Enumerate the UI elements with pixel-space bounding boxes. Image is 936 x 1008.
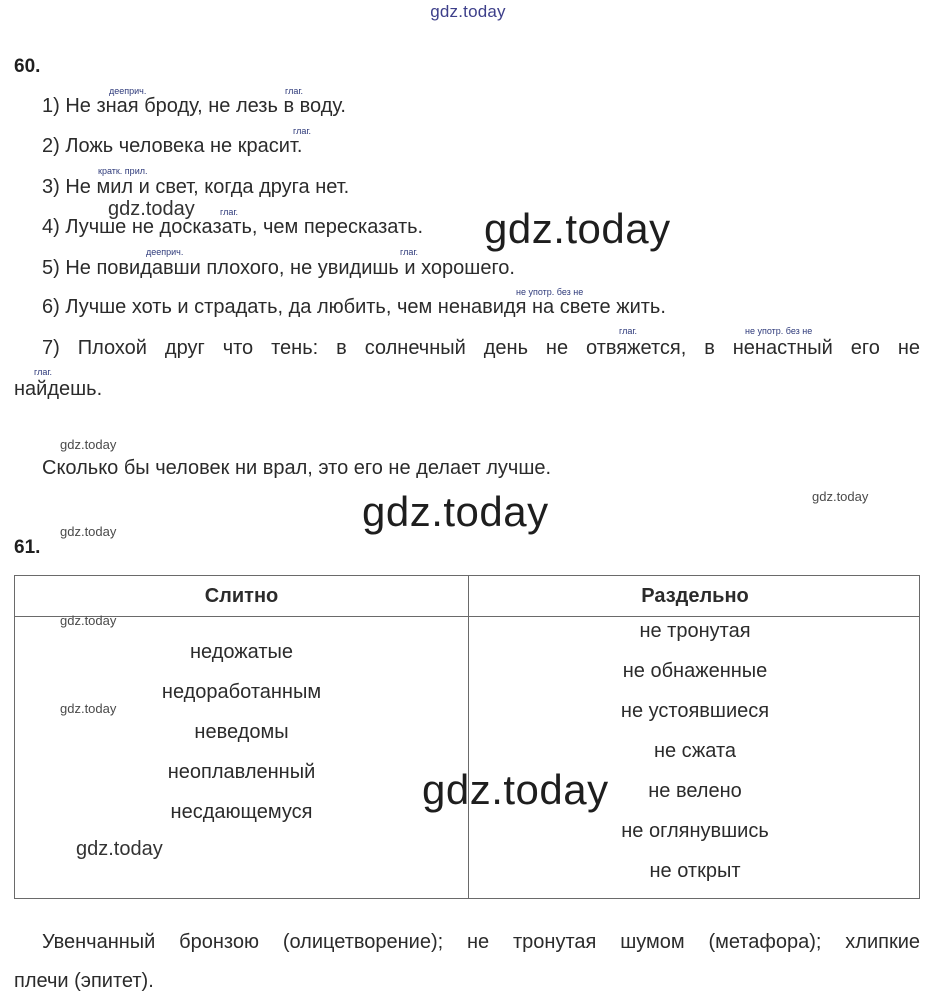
proverb-line-2: 2) Ложь человека не красит. xyxy=(42,135,303,157)
tag-glag-1: глаг. xyxy=(285,86,304,96)
table-cell: не оглянувшись xyxy=(621,820,769,842)
watermark-large-2: gdz.today xyxy=(362,488,549,535)
tag-glag-3: глаг. xyxy=(220,207,239,217)
table-cell: неведомы xyxy=(194,721,289,743)
summary-sentence: Сколько бы человек ни врал, это его не делает лучше. xyxy=(42,457,552,479)
tag-kratk-pril: кратк. прил. xyxy=(98,166,148,176)
exercise-60-number: 60. xyxy=(14,56,41,77)
header-watermark: gdz.today xyxy=(430,2,506,21)
watermark-small-4: gdz.today xyxy=(60,613,117,628)
table-cell: недоработанным xyxy=(161,681,322,703)
watermark-medium-2: gdz.today xyxy=(76,838,163,860)
watermark-large-3: gdz.today xyxy=(422,766,609,813)
watermark-medium-1: gdz.today xyxy=(108,198,195,220)
watermark-large-1: gdz.today xyxy=(484,205,671,252)
table-cell: не обнаженные xyxy=(622,660,768,682)
table-cell: не велено xyxy=(648,780,742,802)
tag-deeprich-1: дееприч. xyxy=(109,86,147,96)
table-column-separate xyxy=(469,611,921,891)
footer-line-2: плечи (эпитет). xyxy=(14,970,154,992)
tag-glag-2: глаг. xyxy=(293,126,312,136)
tag-glag-5: глаг. xyxy=(619,326,638,336)
proverb-line-7-cont: найдешь. xyxy=(14,378,103,400)
watermark-small-3: gdz.today xyxy=(60,524,117,539)
table-cell: несдающемуся xyxy=(170,801,313,823)
table-cell: недожатые xyxy=(189,641,294,663)
proverb-line-7: 7) Плохой друг что тень: в солнечный день не отвяжется, в ненастный его не xyxy=(42,337,920,359)
table-cell: не тронутая xyxy=(639,620,751,642)
tag-ne-upotr-2: не употр. без не xyxy=(745,326,813,336)
table-column-together xyxy=(15,617,468,832)
tag-glag-6: глаг. xyxy=(34,367,53,377)
watermark-small-5: gdz.today xyxy=(60,701,117,716)
tag-ne-upotr-1: не употр. без не xyxy=(516,287,584,297)
table-cell: не сжата xyxy=(653,740,737,762)
proverb-line-1: 1) Не зная броду, не лезь в воду. xyxy=(42,95,346,117)
table-cell: не открыт xyxy=(649,860,741,882)
watermark-small-1: gdz.today xyxy=(60,437,117,452)
table-cell: неоплавленный xyxy=(167,761,316,783)
tag-deeprich-2: дееприч. xyxy=(146,247,184,257)
table-header-together: Слитно xyxy=(204,585,279,607)
footer-line-1: Увенчанный бронзою (олицетворение); не тронутая шумом (метафора); хлипкие xyxy=(42,931,920,953)
exercise-61-number: 61. xyxy=(14,537,41,558)
proverb-line-4: 4) Лучше не досказать, чем пересказать. xyxy=(42,216,424,238)
proverb-line-3: 3) Не мил и свет, когда друга нет. xyxy=(42,176,350,198)
table-cell: не устоявшиеся xyxy=(620,700,770,722)
proverb-line-5: 5) Не повидавши плохого, не увидишь и хорошего. xyxy=(42,257,515,279)
tag-glag-4: глаг. xyxy=(400,247,419,257)
watermark-small-2: gdz.today xyxy=(812,489,869,504)
table-header-separate: Раздельно xyxy=(641,585,749,607)
proverb-line-6: 6) Лучше хоть и страдать, да любить, чем ненавидя на свете жить. xyxy=(42,296,666,318)
